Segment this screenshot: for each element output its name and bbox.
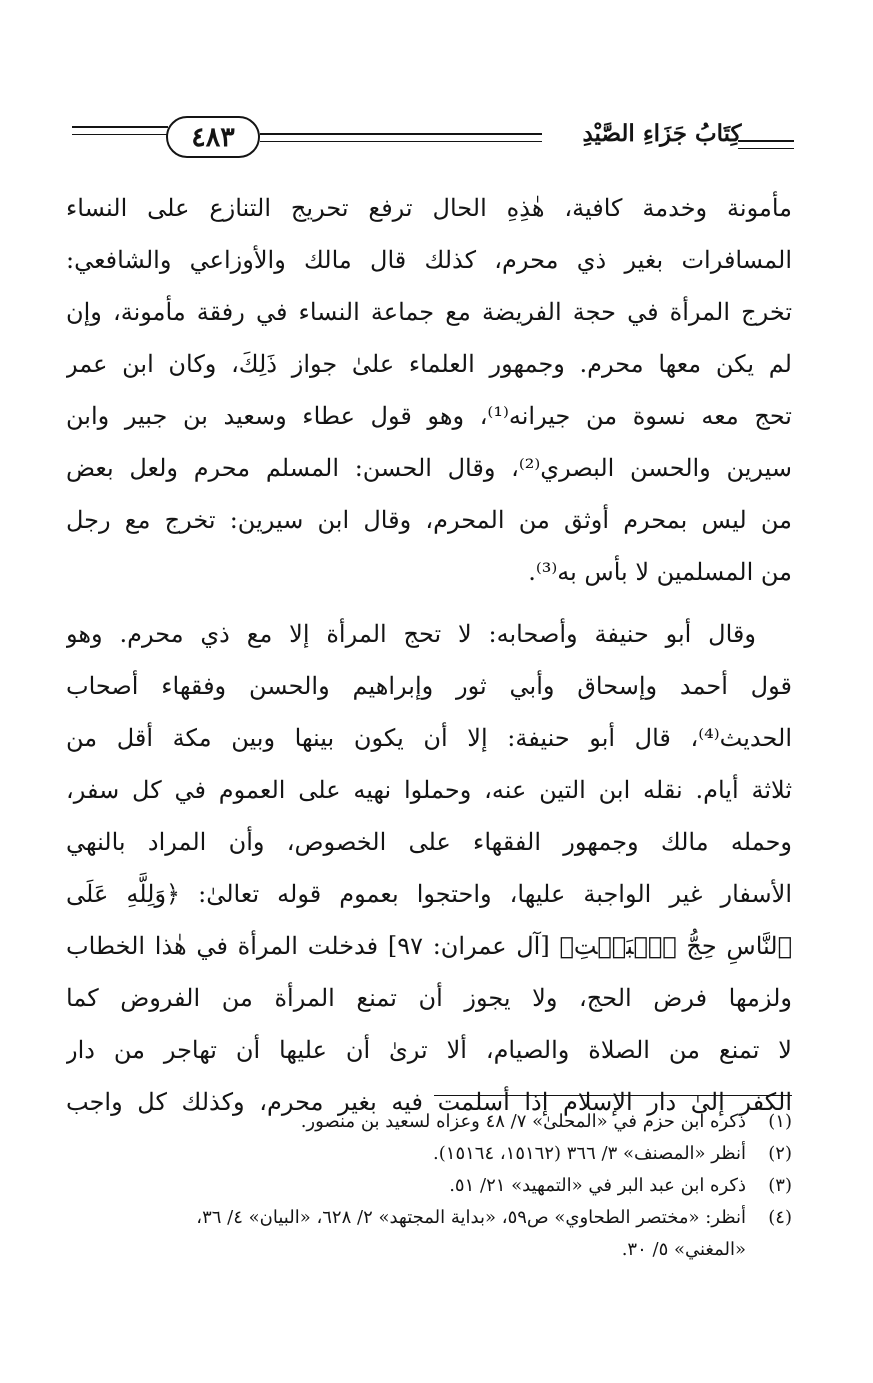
- footnote-text: أنظر «المصنف» ٣/ ٣٦٦ (١٥١٦٢، ١٥١٦٤).: [433, 1143, 746, 1164]
- book-title: كِتَابُ جَزَاءِ الصَّيْدِ: [582, 120, 742, 147]
- text-line: وحمله مالك وجمهور الفقهاء على الخصوص، وأن المراد بالنهي: [66, 828, 792, 856]
- header-rule-mid-bottom: [260, 141, 542, 142]
- footnote: [66, 1170, 792, 1202]
- footnote-number: (٢): [768, 1143, 792, 1164]
- footnote-number: (١): [768, 1111, 792, 1132]
- header-rule-right-bottom: [738, 148, 794, 149]
- text-line: تحج معه نسوة من جيرانه⁽¹⁾، وهو قول عطاء وسعيد بن جبير وابن: [66, 402, 792, 430]
- text-line: الأسفار غير الواجبة عليها، واحتجوا بعموم قوله تعالىٰ: ﴿وَلِلَّهِ عَلَى: [66, 880, 792, 908]
- header-rule-left-top: [72, 126, 168, 128]
- header-rule-right-top: [738, 140, 794, 142]
- text-line: تخرج المرأة في حجة الفريضة مع جماعة النساء في رفقة مأمونة، وإن: [66, 298, 792, 326]
- footnote-text: ذكره ابن عبد البر في «التمهيد» ٢١/ ٥١.: [449, 1175, 746, 1196]
- footnote-number: (٤): [768, 1207, 792, 1228]
- page-number: ٤٨٣: [166, 116, 260, 158]
- page-header: [72, 110, 796, 170]
- footnote: [66, 1138, 792, 1170]
- text-line: ٱلنَّاسِ حِجُّ ٱلۡبَيۡتِ﴾ [آل عمران: ٩٧] فدخلت المرأة في هٰذا الخطاب: [66, 932, 792, 960]
- paragraph: [66, 182, 792, 598]
- text-line: من المسلمين لا بأس به⁽³⁾.: [528, 558, 792, 586]
- header-rule-mid-top: [260, 133, 542, 135]
- text-line: المسافرات بغير ذي محرم، كذلك قال مالك والأوزاعي والشافعي:: [66, 246, 792, 274]
- footnote-number: (٣): [768, 1175, 792, 1196]
- text-line: لم يكن معها محرم. وجمهور العلماء علىٰ جواز ذَلِكَ، وكان ابن عمر: [66, 350, 792, 378]
- text-line: ثلاثة أيام. نقله ابن التين عنه، وحملوا نهيه على العموم في كل سفر،: [66, 776, 792, 804]
- text-line: وقال أبو حنيفة وأصحابه: لا تحج المرأة إلا مع ذي محرم. وهو: [66, 620, 756, 648]
- text-line: سيرين والحسن البصري⁽²⁾، وقال الحسن: المسلم محرم ولعل بعض: [66, 454, 792, 482]
- text-line: من ليس بمحرم أوثق من المحرم، وقال ابن سيرين: تخرج مع رجل: [66, 506, 792, 534]
- footnote-separator: [434, 1095, 792, 1096]
- paragraph: [66, 608, 792, 1128]
- text-line: مأمونة وخدمة كافية، هٰذِهِ الحال ترفع تحريج التنازع على النساء: [66, 194, 792, 222]
- footnote-text: ذكره ابن حزم في «المحلىٰ» ٧/ ٤٨ وعزاه لسعيد بن منصور.: [300, 1111, 746, 1132]
- footnotes: [66, 1106, 792, 1266]
- footnote-continuation: «المغني» ٥/ ٣٠.: [621, 1239, 746, 1260]
- text-line: الحديث⁽⁴⁾، قال أبو حنيفة: إلا أن يكون بينها وبين مكة أقل من: [66, 724, 792, 752]
- body-text: [66, 182, 792, 1128]
- text-line: قول أحمد وإسحاق وأبي ثور وإبراهيم والحسن وفقهاء أصحاب: [66, 672, 792, 700]
- text-line: الكفر إلىٰ دار الإسلام إذا أسلمت فيه بغير محرم، وكذلك كل واجب: [66, 1088, 792, 1116]
- text-line: ولزمها فرض الحج، ولا يجوز أن تمنع المرأة من الفروض كما: [66, 984, 792, 1012]
- footnote: [66, 1106, 792, 1138]
- footnote: [66, 1202, 792, 1234]
- footnote-text: أنظر: «مختصر الطحاوي» ص٥٩، «بداية المجتهد» ٢/ ٦٢٨، «البيان» ٤/ ٣٦،: [196, 1207, 746, 1228]
- text-line: لا تمنع من الصلاة والصيام، ألا ترىٰ أن عليها أن تهاجر من دار: [66, 1036, 792, 1064]
- header-rule-left-bottom: [72, 134, 168, 135]
